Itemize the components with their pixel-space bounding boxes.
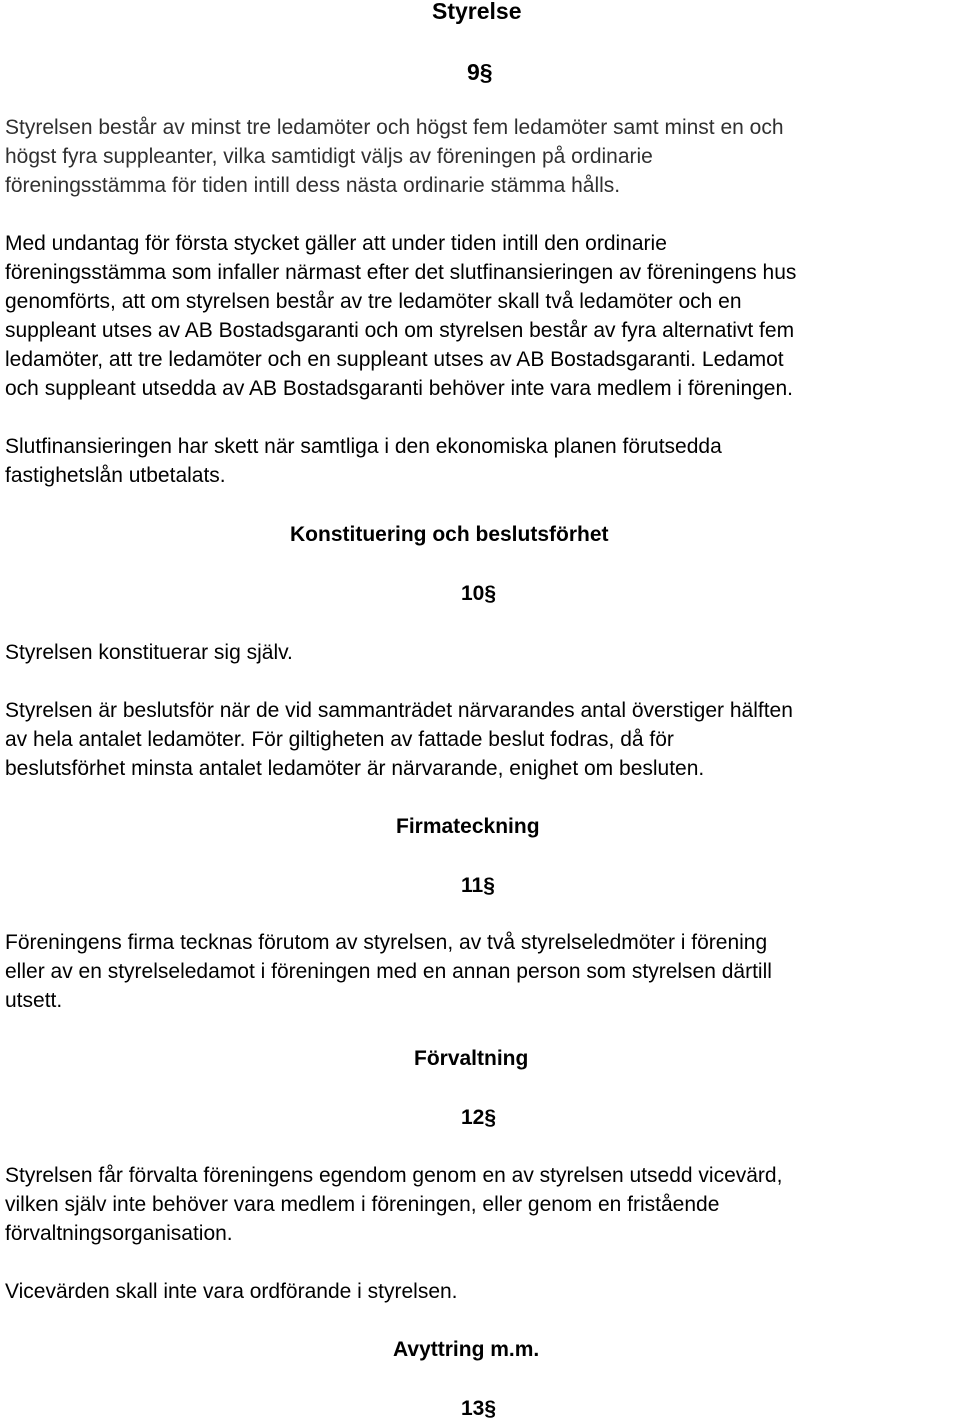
heading-forvaltning: Förvaltning: [414, 1047, 529, 1070]
section-10-number: 10§: [461, 582, 497, 605]
text-line: förvaltningsorganisation.: [5, 1222, 233, 1245]
text-line: Styrelsen får förvalta föreningens egendom genom en av styrelsen utsedd vicevärd,: [5, 1164, 783, 1187]
text-line: Föreningens firma tecknas förutom av styrelsen, av två styrelseledmöter i förening: [5, 931, 768, 954]
heading-avyttring: Avyttring m.m.: [393, 1338, 540, 1361]
text-line: Slutfinansieringen har skett när samtliga i den ekonomiska planen förutsedda: [5, 435, 722, 458]
text-line: utsett.: [5, 989, 63, 1012]
text-line: av hela antalet ledamöter. För giltigheten av fattade beslut fodras, då för: [5, 728, 674, 751]
text-line: Med undantag för första stycket gäller att under tiden intill den ordinarie: [5, 232, 667, 255]
section-9-number: 9§: [467, 59, 493, 85]
text-line: vilken själv inte behöver vara medlem i föreningen, eller genom en fristående: [5, 1193, 720, 1216]
text-line: eller av en styrelseledamot i föreningen med en annan person som styrelsen därtill: [5, 960, 772, 983]
text-line: föreningsstämma för tiden intill dess nästa ordinarie stämma hålls.: [5, 174, 621, 197]
text-line: fastighetslån utbetalats.: [5, 464, 226, 487]
heading-konstituering: Konstituering och beslutsförhet: [290, 523, 609, 546]
text-line: och suppleant utsedda av AB Bostadsgaranti behöver inte vara medlem i föreningen.: [5, 377, 794, 400]
paragraph-10a: Styrelsen konstituerar sig själv.: [5, 641, 293, 664]
section-11-number: 11§: [461, 874, 495, 897]
section-12-number: 12§: [461, 1106, 497, 1129]
text-line: föreningsstämma som infaller närmast efter det slutfinansieringen av föreningens hus: [5, 261, 797, 284]
text-line: suppleant utses av AB Bostadsgaranti och om styrelsen består av fyra alternativt fem: [5, 319, 795, 342]
text-line: ledamöter, att tre ledamöter och en suppleant utses av AB Bostadsgaranti. Ledamot: [5, 348, 784, 371]
heading-firmateckning: Firmateckning: [396, 815, 540, 838]
text-line: beslutsförhet minsta antalet ledamöter är närvarande, enighet om besluten.: [5, 757, 705, 780]
section-13-number: 13§: [461, 1397, 497, 1420]
text-line: Styrelsen består av minst tre ledamöter och högst fem ledamöter samt minst en och: [5, 116, 784, 139]
heading-styrelse: Styrelse: [432, 0, 522, 24]
text-line: Styrelsen är beslutsför när de vid sammanträdet närvarandes antal överstiger hälften: [5, 699, 793, 722]
text-line: genomförts, att om styrelsen består av tre ledamöter skall två ledamöter och en: [5, 290, 742, 313]
paragraph-12b: Vicevärden skall inte vara ordförande i styrelsen.: [5, 1280, 458, 1303]
text-line: högst fyra suppleanter, vilka samtidigt väljs av föreningen på ordinarie: [5, 145, 653, 168]
